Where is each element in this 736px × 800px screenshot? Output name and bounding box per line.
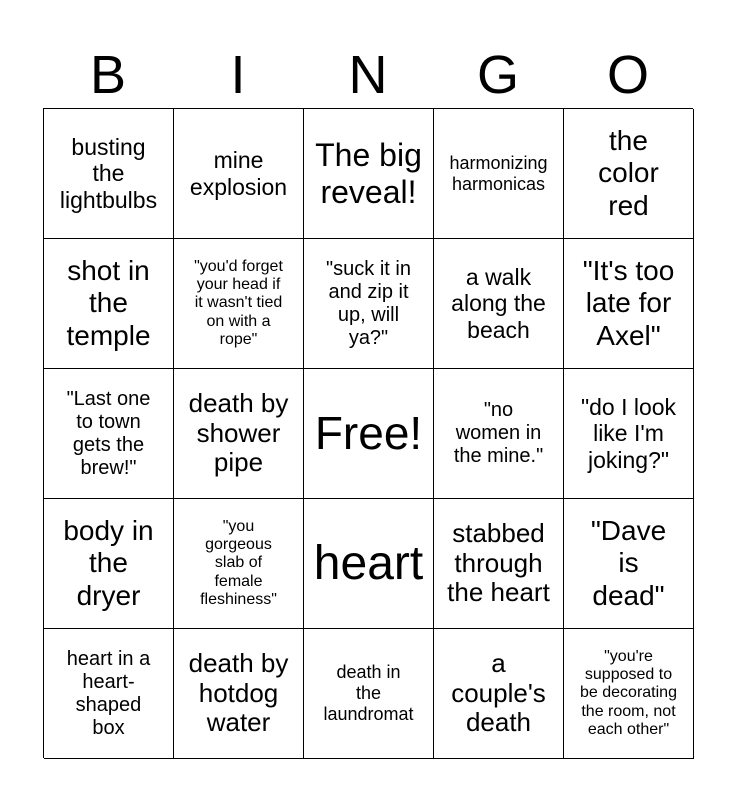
header-letter-g: G — [476, 45, 519, 105]
bingo-cell-11[interactable] — [44, 369, 174, 499]
cell-text: a couple's death — [451, 647, 546, 738]
cell-text: busting the lightbulbs — [59, 133, 158, 213]
bingo-cell-3[interactable] — [304, 109, 434, 239]
cell-text: "Dave is dead" — [590, 515, 667, 611]
bingo-cell-22[interactable] — [174, 629, 304, 759]
header-letter-i: I — [230, 45, 246, 105]
bingo-cell-19[interactable] — [434, 499, 564, 629]
bingo-cell-2[interactable] — [174, 109, 304, 239]
header-letter-o: O — [606, 45, 649, 105]
bingo-cell-10[interactable] — [564, 239, 694, 369]
cell-text: "you'd forget your head if it wasn't tied on with a rope" — [194, 257, 283, 349]
cell-text: the color red — [598, 125, 659, 221]
cell-text: "Last one to town gets the brew!" — [66, 387, 151, 479]
cell-text: shot in the temple — [66, 255, 151, 351]
bingo-cell-25[interactable] — [564, 629, 694, 759]
cell-text: "suck it in and zip it up, will ya?" — [326, 257, 411, 349]
cell-text: stabbed through the heart — [447, 517, 550, 608]
free-space[interactable] — [304, 369, 434, 499]
bingo-cell-1[interactable] — [44, 109, 174, 239]
bingo-cell-14[interactable] — [434, 369, 564, 499]
bingo-header — [43, 42, 693, 108]
cell-text: heart — [313, 536, 424, 590]
cell-text: body in the dryer — [63, 515, 154, 611]
bingo-cell-23[interactable] — [304, 629, 434, 759]
cell-text: mine explosion — [189, 147, 288, 200]
bingo-cell-4[interactable] — [434, 109, 564, 239]
cell-text: "you gorgeous slab of female fleshiness" — [200, 517, 277, 609]
cell-text: a walk along the beach — [451, 263, 546, 343]
cell-text: death by hotdog water — [188, 647, 289, 738]
header-letter-b: B — [89, 45, 127, 105]
cell-text: "It's too late for Axel" — [582, 255, 675, 351]
bingo-cell-20[interactable] — [564, 499, 694, 629]
bingo-cell-15[interactable] — [564, 369, 694, 499]
cell-text: Free! — [314, 407, 423, 460]
cell-text: "do I look like I'm joking?" — [580, 393, 677, 473]
bingo-cell-8[interactable] — [304, 239, 434, 369]
cell-text: death in the laundromat — [323, 662, 414, 724]
bingo-cell-18[interactable] — [304, 499, 434, 629]
bingo-cell-12[interactable] — [174, 369, 304, 499]
cell-text: "you're supposed to be decorating the room, not each other" — [580, 647, 677, 739]
cell-text: heart in a heart- shaped box — [66, 647, 151, 739]
bingo-cell-9[interactable] — [434, 239, 564, 369]
bingo-cell-17[interactable] — [174, 499, 304, 629]
cell-text: The big reveal! — [315, 136, 422, 210]
bingo-cell-7[interactable] — [174, 239, 304, 369]
bingo-cell-21[interactable] — [44, 629, 174, 759]
header-letter-n: N — [348, 45, 388, 105]
bingo-board — [43, 108, 693, 758]
bingo-cell-5[interactable] — [564, 109, 694, 239]
cell-text: death by shower pipe — [188, 387, 289, 478]
cell-text: harmonizing harmonicas — [449, 152, 548, 194]
bingo-cell-16[interactable] — [44, 499, 174, 629]
cell-text: "no women in the mine." — [453, 399, 544, 467]
bingo-cell-24[interactable] — [434, 629, 564, 759]
bingo-cell-6[interactable] — [44, 239, 174, 369]
